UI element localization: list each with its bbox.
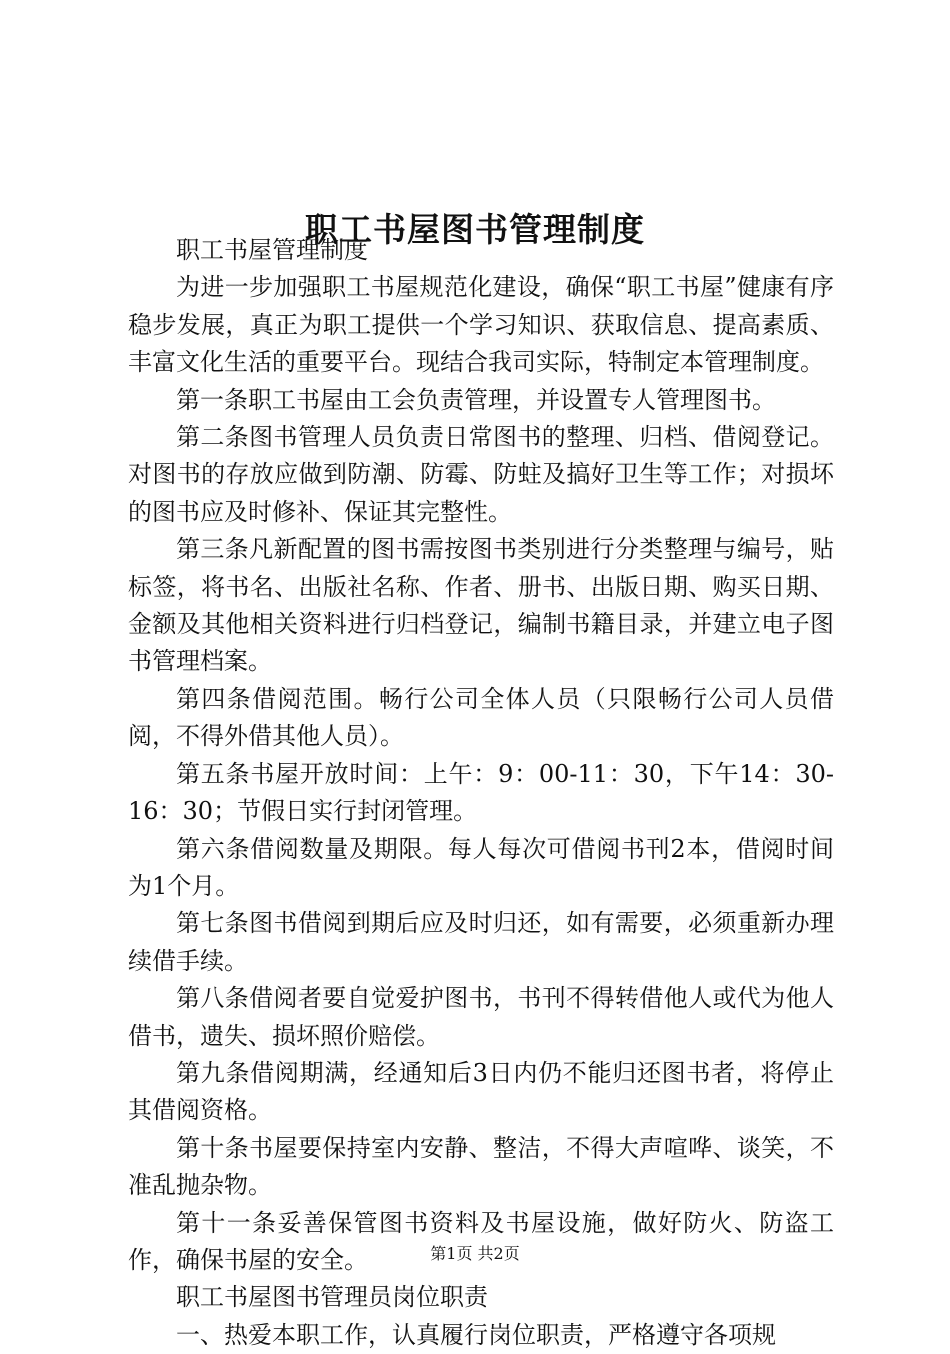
paragraph: 第五条书屋开放时间：上午：9：00-11：30，下午14：30-16：30；节假日实行封闭管理。 — [128, 759, 834, 826]
paragraph: 第七条图书借阅到期后应及时归还，如有需要，必须重新办理续借手续。 — [128, 909, 834, 975]
paragraph: 职工书屋管理制度 — [176, 236, 368, 264]
paragraph: 一、热爱本职工作，认真履行岗位职责，严格遵守各项规 — [176, 1320, 776, 1349]
paragraph: 第九条借阅期满，经通知后3日内仍不能归还图书者，将停止其借阅资格。 — [128, 1058, 834, 1125]
paragraph: 第一条职工书屋由工会负责管理，并设置专人管理图书。 — [176, 385, 776, 414]
paragraph: 第二条图书管理人员负责日常图书的整理、归档、借阅登记。对图书的存放应做到防潮、防霉、防蛀及搞好卫生等工作；对损坏的图书应及时修补、保证其完整性。 — [128, 423, 834, 526]
paragraph: 为进一步加强职工书屋规范化建设，确保“职工书屋”健康有序稳步发展，真正为职工提供一个学习知识、获取信息、提高素质、丰富文化生活的重要平台。现结合我司实际，特制定本管理制度。 — [128, 273, 834, 377]
section-heading: 职工书屋图书管理员岗位职责 — [176, 1283, 488, 1312]
paragraph: 第十条书屋要保持室内安静、整洁，不得大声喧哗、谈笑，不准乱抛杂物。 — [128, 1133, 834, 1200]
page-footer: 第1页 共2页 — [430, 1244, 520, 1263]
paragraph: 第六条借阅数量及期限。每人每次可借阅书刊2本，借阅时间为1个月。 — [128, 834, 834, 900]
paragraph: 第三条凡新配置的图书需按图书类别进行分类整理与编号，贴标签，将书名、出版社名称、作者、册书、出版日期、购买日期、金额及其他相关资料进行归档登记，编制书籍目录，并建立电子图书管理档案。 — [128, 535, 834, 676]
paragraph: 第四条借阅范围。畅行公司全体人员（只限畅行公司人员借阅，不得外借其他人员）。 — [128, 684, 834, 751]
paragraph: 第八条借阅者要自觉爱护图书，书刊不得转借他人或代为他人借书，遗失、损坏照价赔偿。 — [128, 984, 834, 1050]
document-title: 职工书屋图书管理制度 — [305, 210, 645, 250]
paragraph: 第十一条妥善保管图书资料及书屋设施，做好防火、防盗工作，确保书屋的安全。 — [128, 1208, 834, 1274]
document-body — [128, 232, 834, 1354]
